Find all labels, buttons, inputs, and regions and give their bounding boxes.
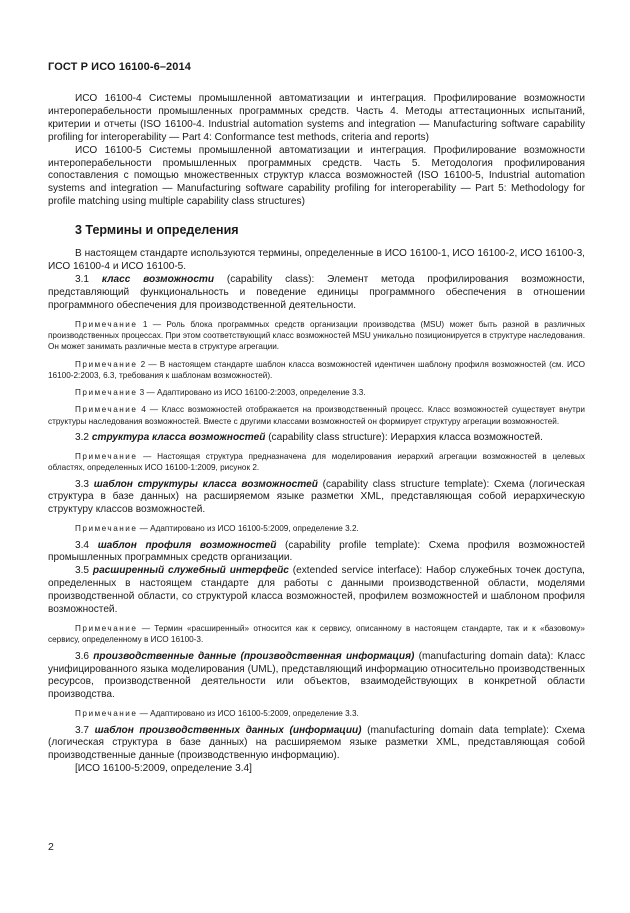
section-intro: В настоящем стандарте используются термины, определенные в ИСО 16100-1, ИСО 16100-2, ИСО 16100-3, ИСО 16100-4 и ИСО 16100-5. <box>48 248 585 273</box>
term-definition <box>48 651 585 703</box>
term-name: расширенный служебный интерфейс <box>92 565 289 577</box>
term-note <box>48 623 585 646</box>
note-label: Примечание <box>75 359 138 369</box>
note-number: 4 <box>141 405 146 415</box>
note-text: — Адаптировано из ИСО 16100-2:2003, определение 3.3. <box>146 388 366 398</box>
note-text: — Термин «расширенный» относится как к сервису, описанному в настоящем стандарте, так и к «базовому» сервису, определенному в ИСО 16100-3. <box>48 624 585 645</box>
term-number: 3.7 <box>75 724 90 736</box>
source-reference: [ИСО 16100-5:2009, определение 3.4] <box>75 763 252 775</box>
term-note <box>48 451 585 474</box>
section-title: 3 Термины и определения <box>75 223 239 238</box>
term-name: производственные данные (производственная информация) <box>93 650 415 662</box>
term-name: шаблон структуры класса возможностей <box>93 478 318 490</box>
note-label: Примечание <box>75 709 138 719</box>
term-text: (extended service interface): Набор служебных точек доступа, определенных в настоящем стандарте для работы с данными производственной области, моделями производственной области, со структурой класса возможностей, профилем возможностей и шаблоном профиля возможностей. <box>48 565 585 616</box>
note-number: 2 <box>140 359 146 369</box>
term-number: 3.4 <box>75 539 90 551</box>
term-number: 3.1 <box>75 273 90 285</box>
term-name: шаблон производственных данных (информации) <box>94 724 362 736</box>
note-text: — Настоящая структура предназначена для моделирования иерархий агрегации возможностей в целевых областях, определенных ИСО 16100-1:2009, рисунок 2. <box>48 451 586 473</box>
note-text: — Роль блока программных средств организации производства (MSU) может быть разной в различных производственных процессах. При этом соответствующий класс возможностей MSU уникально позиционируется в структуре наследования. Он может занимать различные места в структуре агрегации. <box>48 319 585 352</box>
note-label: Примечание <box>75 405 138 415</box>
term-note <box>48 404 585 427</box>
term-definition <box>48 432 585 445</box>
term-text: (capability class structure): Иерархия класса возможностей. <box>268 432 543 444</box>
note-text: — Адаптировано из ИСО 16100-5:2009, определение 3.2. <box>139 524 359 534</box>
note-label: Примечание <box>75 388 138 398</box>
note-number: 1 <box>142 319 148 329</box>
note-text: — Класс возможностей отображается на производственный процесс. Класс возможностей существует внутри структуры наследования возможностей. Вместе с другими классами возможностей он формирует структуру агрегации возможностей. <box>48 405 585 426</box>
term-name: класс возможности <box>101 273 215 285</box>
note-text: — Адаптировано из ИСО 16100-5:2009, определение 3.3. <box>139 709 359 719</box>
reference-paragraph: ИСО 16100-5 Системы промышленной автоматизации и интеграция. Профилирование возможности интероперабельности промышленных программных средств. Часть 5. Методология профилирования сопоставления с помощью множественных структур класса возможностей (ISO 16100-5, Industrial automation systems and integration — Manufacturing software capability profiling for interoperability — Part 5: Methodology for profile matching using multiple capability class structures) <box>48 144 585 208</box>
term-note <box>48 359 585 382</box>
term-number: 3.6 <box>75 650 90 662</box>
term-text: (capability profile template): Схема профиля возможностей промышленных программных средств организации. <box>48 539 586 564</box>
note-number: 3 <box>139 388 145 398</box>
term-note <box>48 523 585 534</box>
term-name: шаблон профиля возможностей <box>97 539 277 551</box>
note-label: Примечание <box>75 319 138 329</box>
note-label: Примечание <box>75 624 138 634</box>
document-header: ГОСТ Р ИСО 16100-6–2014 <box>48 61 191 73</box>
term-definition <box>48 274 585 313</box>
term-text: (capability class): Элемент метода профилирования возможности, представляющий функциональность и поведение единицы программного обеспечения в отношении программного обеспечения для производственной деятельности. <box>48 273 585 311</box>
term-number: 3.5 <box>75 565 90 577</box>
term-name: структура класса возможностей <box>91 432 266 444</box>
term-definition <box>48 725 585 764</box>
term-text: (manufacturing domain data): Класс унифицированного языка моделирования (UML), представляющий информацию относительно производственных ресурсов, производственной деятельности или объектов, взаимодействующих в конкретной области производства. <box>48 650 585 701</box>
term-note <box>48 708 585 719</box>
term-definition <box>48 479 585 518</box>
term-number: 3.3 <box>75 478 90 490</box>
term-definition <box>48 565 585 617</box>
term-note <box>48 319 585 353</box>
term-number: 3.2 <box>75 432 90 444</box>
note-label: Примечание <box>75 451 138 461</box>
term-text: (capability class structure template): Схема (логическая структура в базе данных) на расширяемом языке разметки XML, представляющая собой иерархическую структуру классов возможностей. <box>48 478 585 516</box>
page-number: 2 <box>48 841 54 853</box>
term-text: (manufacturing domain data template): Схема (логическая структура в базе данных) на расширяемом языке разметки XML, представляющая собой производственные данные (производственную информацию). <box>48 724 585 762</box>
note-label: Примечание <box>75 524 138 534</box>
term-definition <box>48 540 585 566</box>
term-note <box>48 387 585 398</box>
reference-paragraph: ИСО 16100-4 Системы промышленной автоматизации и интеграция. Профилирование возможности интероперабельности промышленных программных средств. Часть 4. Методы аттестационных испытаний, критерии и отчеты (ISO 16100-4. Industrial automation systems and integration — Manufacturing software capability profiling for interoperability — Part 4: Conformance test methods, criteria and reports) <box>48 93 585 143</box>
document-body <box>48 93 585 776</box>
note-text: — В настоящем стандарте шаблон класса возможностей идентичен шаблону профиля возможностей (см. ИСО 16100-2:2003, 6.3, требования к шаблонам возможностей). <box>48 359 585 380</box>
